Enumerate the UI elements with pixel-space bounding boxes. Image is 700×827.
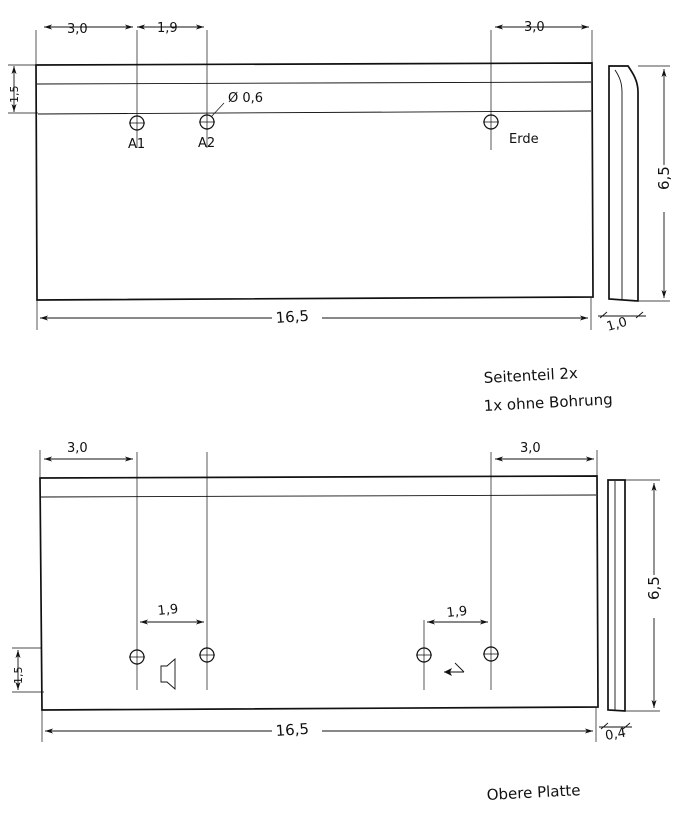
hole-label-a2: A2 bbox=[198, 136, 216, 151]
dim-text-top-edge: 1,5 bbox=[8, 85, 21, 103]
seitenteil-outline bbox=[36, 63, 593, 300]
speaker-icon bbox=[161, 659, 175, 689]
platte-hole-2 bbox=[199, 647, 215, 663]
view-seitenteil-front bbox=[8, 20, 673, 415]
seitenteil-top-inner-line bbox=[37, 82, 591, 84]
platte-dim-text-left-offset: 3,0 bbox=[67, 441, 88, 456]
dim-line-thickness-tick-left bbox=[600, 312, 607, 318]
hole-a2 bbox=[199, 114, 215, 130]
platte-hole-3 bbox=[416, 647, 432, 663]
dim-text-hole-diameter: Ø 0,6 bbox=[228, 91, 264, 106]
dim-text-length: 16,5 bbox=[275, 306, 310, 327]
view-obere-platte-front bbox=[12, 441, 663, 804]
platte-dim-text-right-offset: 3,0 bbox=[520, 441, 541, 456]
caption-seitenteil-line2: 1x ohne Bohrung bbox=[483, 390, 614, 415]
switch-icon bbox=[444, 663, 464, 676]
hole-a1 bbox=[129, 115, 145, 131]
platte-dim-text-thickness: 0,4 bbox=[604, 725, 628, 744]
obere-platte-top-inner-line bbox=[41, 495, 596, 497]
dim-text-height: 6,5 bbox=[655, 166, 673, 190]
platte-hole-4 bbox=[483, 646, 499, 662]
hole-erde bbox=[483, 114, 499, 130]
platte-dim-text-length: 16,5 bbox=[275, 719, 310, 740]
caption-obere-platte: Obere Platte bbox=[486, 781, 581, 804]
platte-dim-text-top-edge: 1,5 bbox=[12, 666, 25, 684]
seitenteil-profile-inner bbox=[615, 70, 622, 299]
hole-diameter-leader bbox=[211, 103, 224, 117]
caption-seitenteil-line1: Seitenteil 2x bbox=[483, 364, 579, 387]
platte-dim-text-height: 6,5 bbox=[645, 576, 663, 600]
platte-dim-text-right-pair: 1,9 bbox=[445, 603, 468, 621]
dim-line-thickness-tick-right bbox=[636, 312, 643, 318]
dim-text-right-offset: 3,0 bbox=[524, 20, 545, 35]
platte-profile-outline bbox=[608, 480, 625, 711]
platte-dim-text-left-pair: 1,9 bbox=[156, 601, 179, 619]
obere-platte-outline bbox=[40, 476, 598, 710]
dim-text-hole-spacing: 1,9 bbox=[157, 21, 178, 36]
seitenteil-hole-centerline bbox=[38, 111, 591, 114]
platte-hole-1 bbox=[129, 649, 145, 665]
seitenteil-profile-outline bbox=[609, 66, 638, 301]
dim-text-thickness: 1,0 bbox=[604, 314, 629, 335]
hole-label-a1: A1 bbox=[128, 137, 146, 152]
dim-text-left-offset: 3,0 bbox=[67, 22, 88, 37]
hole-label-erde: Erde bbox=[509, 132, 539, 147]
